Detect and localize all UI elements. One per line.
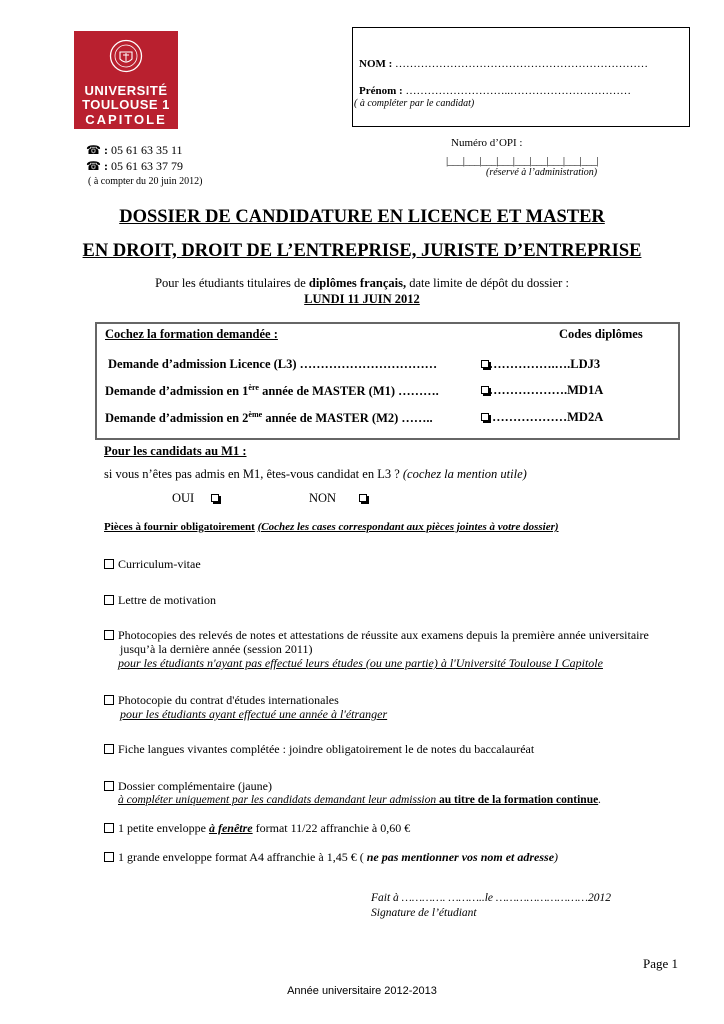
grande-text: 1 grande enveloppe format A4 affranchie à 1,45 € ( [118,850,367,864]
dossier-note-text: à compléter uniquement par les candidats demandant leur admission [118,794,440,806]
m1-question-text: si vous n’êtes pas admis en M1, êtes-vous candidat en L3 ? [104,467,403,481]
piece-dossier[interactable] [104,779,601,807]
non-option[interactable] [309,491,367,506]
signature-line-2: Signature de l’étudiant [371,907,477,919]
opi-label: Numéro d’OPI : [451,137,523,149]
deposit-prefix: Pour les étudiants titulaires de [155,276,309,290]
university-logo [74,31,178,129]
piece-contrat-label: Photocopie du contrat d'études internationales [118,693,339,707]
piece-cv-label: Curriculum-vitae [118,557,201,571]
nom-label: NOM : [359,58,393,70]
deposit-suffix: date limite de dépôt du dossier : [406,276,569,290]
formation-code-m1[interactable] [481,383,603,398]
piece-dossier-note [104,793,601,807]
title-line-2: EN DROIT, DROIT DE L’ENTREPRISE, JURISTE D’ENTREPRISE [82,241,642,261]
formation-label: Demande d’admission en 2 [105,411,249,426]
formation-label-end: année de MASTER (M1) ………. [258,384,439,399]
university-seal-icon [109,39,143,73]
formation-header: Cochez la formation demandée : [105,327,278,341]
code-value: ……………….MD1A [489,383,604,397]
pieces-title-note: (Cochez les cases correspondant aux pièces jointes à votre dossier) [257,521,559,533]
checkbox-m1[interactable] [481,386,489,394]
logo-line-3: CAPITOLE [85,112,167,127]
piece-releves[interactable] [104,628,649,670]
petite-text: 1 petite enveloppe [118,821,209,835]
nom-dots: …………………………………………………………… [395,58,649,70]
checkbox-l3[interactable] [481,360,489,368]
checkbox-grande-enveloppe[interactable] [104,852,114,862]
piece-motivation-label: Lettre de motivation [118,593,216,607]
formation-sup: ème [248,410,263,419]
candidate-name-box [352,27,690,127]
signature-block [371,891,611,921]
grande-end: ) [554,850,559,864]
piece-dossier-label: Dossier complémentaire (jaune) [118,779,272,793]
formation-box [95,322,680,440]
phone-number-2: 05 61 63 37 79 [110,159,183,173]
checkbox-langues[interactable] [104,744,114,754]
checkbox-contrat[interactable] [104,695,114,705]
piece-petite-enveloppe[interactable] [104,821,410,835]
m1-question-note: (cochez la mention utile) [402,467,527,481]
phone-icon: ☎ [86,159,101,173]
phone-block [86,142,202,190]
piece-grande-enveloppe[interactable] [104,850,558,864]
petite-fenetre: à fenêtre [208,821,253,835]
piece-releves-label-2: jusqu’à la dernière année (session 2011) [120,642,313,656]
deposit-text [0,275,724,291]
dossier-note-bold: au titre de la formation continue [439,794,599,806]
opi-block [446,137,598,178]
checkbox-petite-enveloppe[interactable] [104,823,114,833]
formation-sup: ère [248,383,259,392]
formation-code-m2[interactable] [481,410,603,425]
checkbox-releves[interactable] [104,630,114,640]
oui-label: OUI [172,491,195,505]
piece-langues[interactable] [104,742,534,756]
logo-line-2: TOULOUSE 1 [82,97,170,112]
pieces-title-text: Pièces à fournir obligatoirement [104,521,255,533]
formation-code-l3[interactable] [481,357,600,372]
phone-note: ( à compter du 20 juin 2012) [88,176,203,187]
piece-contrat[interactable] [104,693,387,721]
code-value: …………….….LDJ3 [489,357,601,371]
petite-format: format 11/22 affranchie à 0,60 € [252,821,411,835]
prenom-dots: ………………………..…………………………… [405,85,631,97]
oui-checkbox[interactable] [211,494,219,502]
codes-header: Codes diplômes [559,327,643,341]
phone-number-1: 05 61 63 35 11 [110,143,183,157]
checkbox-dossier[interactable] [104,781,114,791]
piece-releves-label: Photocopies des relevés de notes et attestations de réussite aux examens depuis la première année universitaire [118,628,649,642]
piece-langues-label: Fiche langues vivantes complétée : joindre obligatoirement le de notes du baccalauréat [118,742,535,756]
title-line-1: DOSSIER DE CANDIDATURE EN LICENCE ET MASTER [119,207,605,227]
nom-field[interactable] [359,58,648,70]
deposit-date: LUNDI 11 JUIN 2012 [304,292,420,306]
code-value: ………………MD2A [489,410,604,424]
formation-label: Demande d’admission Licence (L3) …………………………… [108,357,438,371]
opi-note: (réservé à l’administration) [486,167,598,178]
m1-title: Pour les candidats au M1 : [104,444,247,458]
m1-question [104,467,527,482]
name-box-note: ( à compléter par le candidat) [354,98,475,109]
piece-cv[interactable] [104,557,201,571]
formation-label: Demande d’admission en 1 [105,384,249,399]
formation-label-end: année de MASTER (M2) …….. [262,411,433,426]
checkbox-m2[interactable] [481,413,489,421]
phone-line-2: ☎ : 05 61 63 37 79 [86,159,183,173]
dossier-note-end: . [598,794,602,806]
signature-line-1: Fait à …………. ………..le ………………………2012 [371,892,611,904]
pieces-title [104,521,559,533]
piece-contrat-note: pour les étudiants ayant effectué une année à l'étranger [120,707,388,721]
prenom-field[interactable] [359,85,631,97]
opi-boxes[interactable]: |___|___|___|___|___|___|___|___|___| [446,155,599,167]
page-number: Page 1 [643,956,679,971]
checkbox-motivation[interactable] [104,595,114,605]
non-label: NON [309,491,337,505]
logo-line-1: UNIVERSITÉ [84,83,168,98]
phone-icon: ☎ [86,143,101,157]
piece-releves-note: pour les étudiants n'ayant pas effectué leurs études (ou une partie) à l'Université Toulouse I Capitole [118,656,603,670]
deposit-bold: diplômes français, [308,276,407,290]
grande-note: ne pas mentionner vos nom et adresse [366,850,555,864]
footer: Année universitaire 2012-2013 [287,985,437,997]
non-checkbox[interactable] [359,494,367,502]
checkbox-cv[interactable] [104,559,114,569]
prenom-label: Prénom : [359,85,403,97]
oui-option[interactable] [172,491,219,506]
phone-line-1: ☎ : 05 61 63 35 11 [86,143,183,157]
piece-motivation[interactable] [104,593,216,607]
deposit-info [0,275,724,307]
